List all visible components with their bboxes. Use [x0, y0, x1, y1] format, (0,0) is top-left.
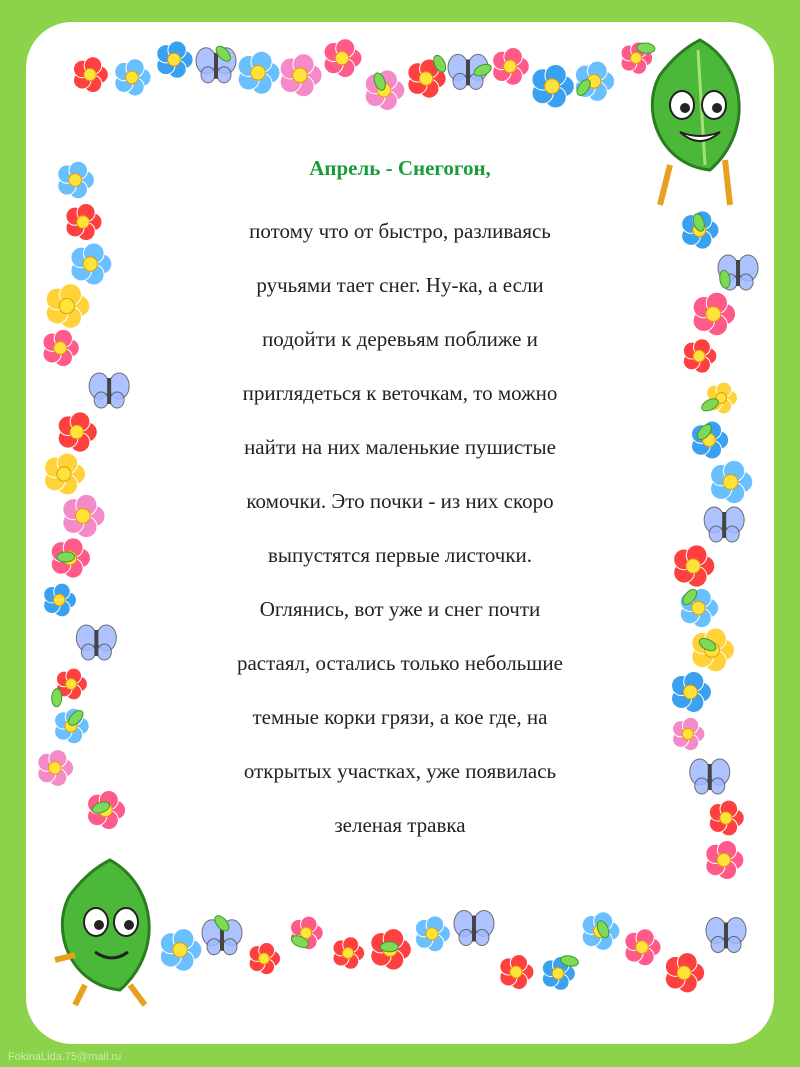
text-line: потому что от быстро, разливаясь	[249, 219, 551, 243]
text-line: найти на них маленькие пушистые	[244, 435, 556, 459]
text-line: темные корки грязи, а кое где, на	[252, 705, 548, 729]
text-line: растаял, остались только небольшие	[236, 651, 563, 675]
text-line: приглядеться к веточкам, то можно	[242, 381, 558, 405]
text-line: комочки. Это почки - из них скоро	[246, 489, 554, 513]
text-line: выпустятся первые листочки.	[267, 543, 533, 567]
text-line: Оглянись, вот уже и снег почти	[259, 597, 541, 621]
text-line: открытых участках, уже появилась	[243, 759, 557, 783]
text-line: ручьями тает снег. Ну-ка, а если	[256, 273, 544, 297]
watermark: FokinaLida.75@mail.ru	[8, 1051, 122, 1063]
text-line: зеленая травка	[334, 813, 466, 837]
story-text	[160, 204, 640, 852]
text-line: подойти к деревьям поближе и	[262, 327, 538, 351]
page-title: Апрель - Снегогон,	[309, 156, 491, 180]
